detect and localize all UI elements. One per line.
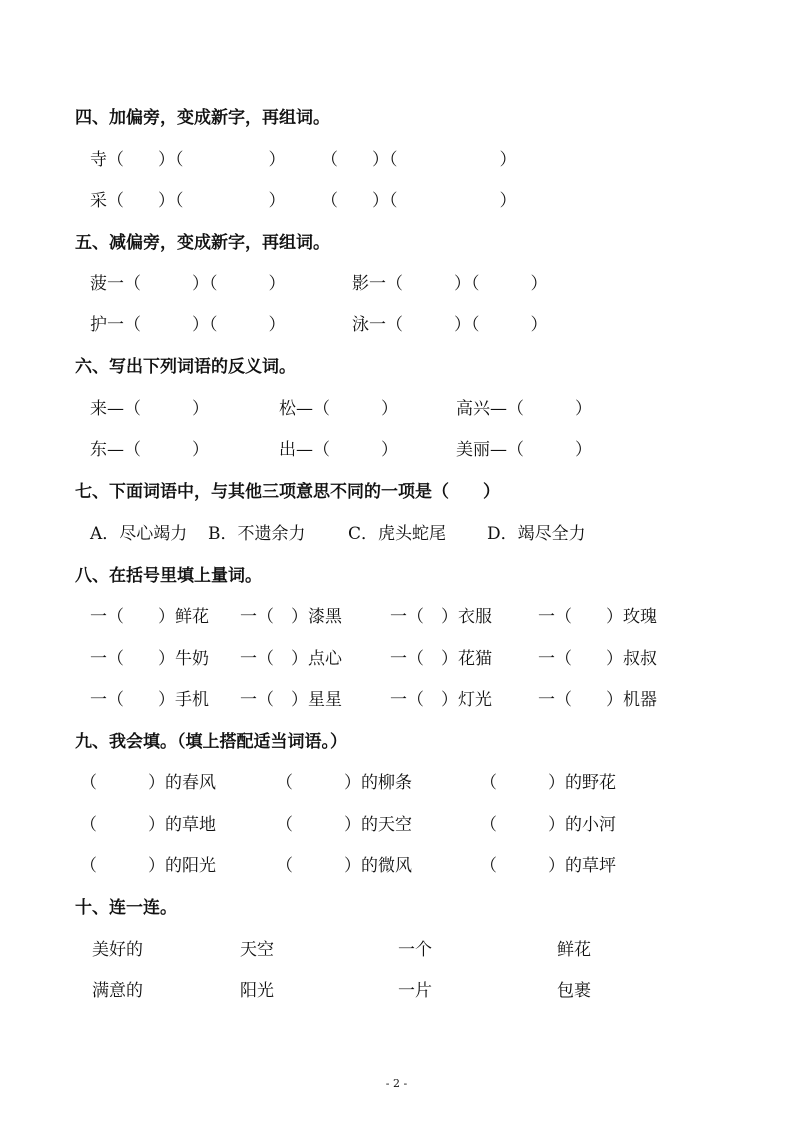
s9-r3-c2: （ ）的微风 bbox=[276, 856, 412, 876]
s4-row1-left: 寺（ ）（ ） bbox=[90, 150, 286, 170]
s9-r3-c3: （ ）的草坪 bbox=[480, 856, 616, 876]
s8-r3-c4: 一（ ）机器 bbox=[538, 690, 657, 710]
s5-row1-left: 菠一（ ）（ ） bbox=[90, 274, 286, 294]
s9-r1-c1: （ ）的春风 bbox=[80, 773, 216, 793]
s7-option-c: C．虎头蛇尾 bbox=[348, 524, 447, 544]
page-number: - 2 - bbox=[385, 1077, 408, 1090]
s9-r3-c1: （ ）的阳光 bbox=[80, 856, 216, 876]
s8-r1-c3: 一（ ）衣服 bbox=[390, 607, 492, 627]
s9-r1-c2: （ ）的柳条 bbox=[276, 773, 412, 793]
section-8-title: 八、在括号里填上量词。 bbox=[75, 566, 262, 586]
s8-r2-c3: 一（ ）花猫 bbox=[390, 649, 492, 669]
s8-r1-c4: 一（ ）玫瑰 bbox=[538, 607, 657, 627]
s6-row1-col1: 来—（ ） bbox=[90, 399, 209, 419]
s10-r1-c2: 天空 bbox=[240, 940, 274, 960]
s7-option-b: B．不遗余力 bbox=[208, 524, 306, 544]
s9-r2-c3: （ ）的小河 bbox=[480, 815, 616, 835]
s8-r3-c1: 一（ ）手机 bbox=[90, 690, 209, 710]
s8-r1-c2: 一（ ）漆黑 bbox=[240, 607, 342, 627]
s5-row2-left: 护一（ ）（ ） bbox=[90, 315, 286, 335]
s10-r1-c4: 鲜花 bbox=[557, 940, 591, 960]
section-9-title: 九、我会填。（填上搭配适当词语。） bbox=[75, 732, 347, 752]
s8-r2-c1: 一（ ）牛奶 bbox=[90, 649, 209, 669]
s10-r2-c2: 阳光 bbox=[240, 981, 274, 1001]
s7-option-d: D．竭尽全力 bbox=[487, 524, 586, 544]
section-4-title: 四、加偏旁，变成新字，再组词。 bbox=[75, 108, 330, 128]
s6-row1-col3: 高兴—（ ） bbox=[456, 399, 592, 419]
s8-r2-c2: 一（ ）点心 bbox=[240, 649, 342, 669]
s9-r2-c1: （ ）的草地 bbox=[80, 815, 216, 835]
s6-row2-col3: 美丽—（ ） bbox=[456, 440, 592, 460]
s6-row2-col1: 东—（ ） bbox=[90, 440, 209, 460]
section-7-title: 七、下面词语中，与其他三项意思不同的一项是（ ） bbox=[75, 482, 500, 502]
s4-row1-right: （ ）（ ） bbox=[321, 150, 517, 170]
s5-row2-right: 泳一（ ）（ ） bbox=[352, 315, 548, 335]
s8-r3-c3: 一（ ）灯光 bbox=[390, 690, 492, 710]
s7-option-a: A．尽心竭力 bbox=[90, 524, 188, 544]
s10-r1-c3: 一个 bbox=[398, 940, 432, 960]
s4-row2-right: （ ）（ ） bbox=[321, 191, 517, 211]
s8-r1-c1: 一（ ）鲜花 bbox=[90, 607, 209, 627]
s9-r1-c3: （ ）的野花 bbox=[480, 773, 616, 793]
s8-r3-c2: 一（ ）星星 bbox=[240, 690, 342, 710]
s10-r2-c4: 包裹 bbox=[557, 981, 591, 1001]
s10-r2-c1: 满意的 bbox=[92, 981, 143, 1001]
section-5-title: 五、减偏旁，变成新字，再组词。 bbox=[75, 233, 330, 253]
section-6-title: 六、写出下列词语的反义词。 bbox=[75, 357, 296, 377]
s10-r2-c3: 一片 bbox=[398, 981, 432, 1001]
section-10-title: 十、连一连。 bbox=[75, 898, 177, 918]
s9-r2-c2: （ ）的天空 bbox=[276, 815, 412, 835]
s5-row1-right: 影一（ ）（ ） bbox=[352, 274, 548, 294]
s6-row1-col2: 松—（ ） bbox=[279, 399, 398, 419]
s6-row2-col2: 出—（ ） bbox=[279, 440, 398, 460]
s8-r2-c4: 一（ ）叔叔 bbox=[538, 649, 657, 669]
s10-r1-c1: 美好的 bbox=[92, 940, 143, 960]
s4-row2-left: 采（ ）（ ） bbox=[90, 191, 286, 211]
